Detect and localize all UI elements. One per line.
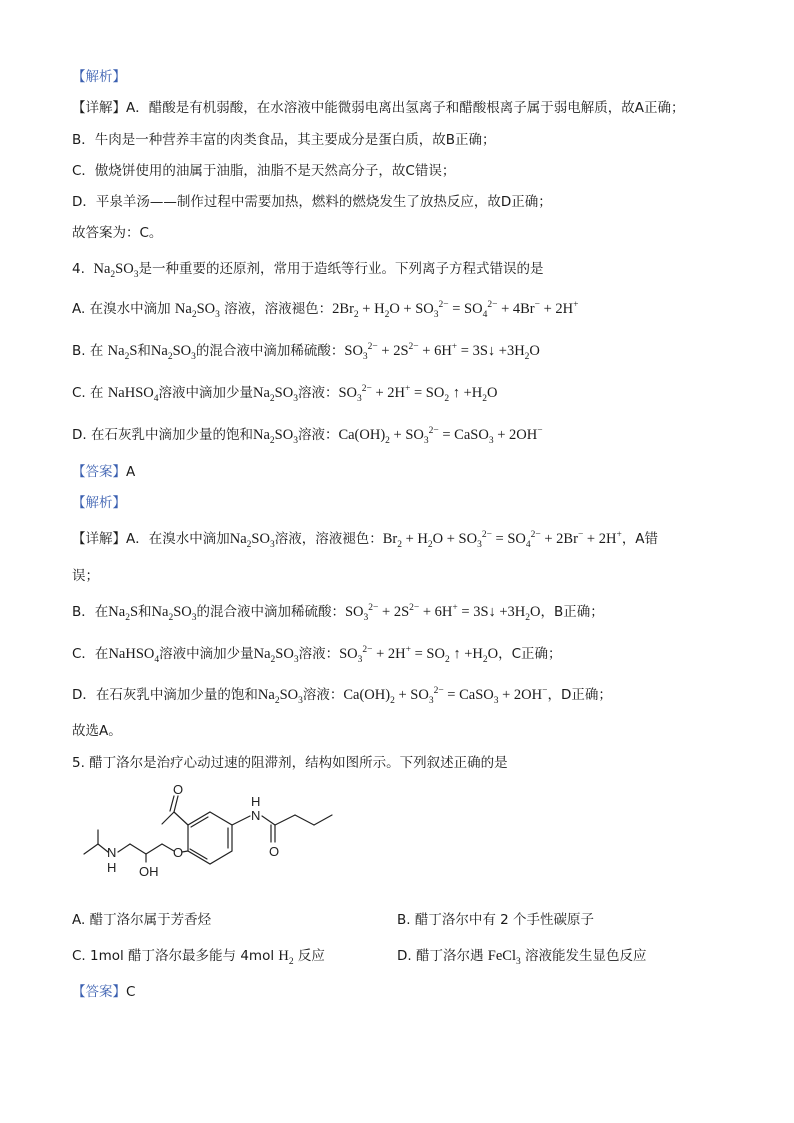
amide-o-label: O <box>269 844 280 859</box>
q4-option-b: B. 在 $Na_2S$和$Na_2SO_3$的混合液中滴加稀硫酸：$SO_3^{2-} + 2S^{2-} + 6H^+$ = 3S↓ $+3H_2O$ <box>72 342 540 362</box>
q4-detail-d: D．在石灰乳中滴加少量的饱和$Na_2SO_3$溶液：$Ca(OH)_2 + SO_3^{2-}$ = CaSO$_3$ + 2OH−，D正确； <box>72 686 612 706</box>
amide-n-label: N <box>251 808 261 823</box>
q3-detail-b: B．牛肉是一种营养丰富的肉类食品，其主要成分是蛋白质，故B正确； <box>72 132 496 148</box>
q4-option-a: A. 在溴水中滴加 $Na_2SO_3$ 溶液，溶液褪色：$2Br_2 + H_2O + SO_3^{2-} = SO_4^{2-} + 4Br^- + 2H^+$ <box>72 300 579 320</box>
q4-detail-a: 【详解】A．在溴水中滴加$Na_2SO_3$溶液，溶液褪色：$Br_2 + H_2O + SO_3^{2-} = SO_4^{2-} + 2Br^- + 2H^+$，A错 <box>72 530 659 550</box>
q4-analysis-tag: 【解析】 <box>72 495 126 511</box>
q5-option-c: C. 1mol 醋丁洛尔最多能与 4mol $H_2$ 反应 <box>72 948 325 967</box>
q3-detail-a: 【详解】A．醋酸是有机弱酸，在水溶液中能微弱电离出氢离子和醋酸根离子属于弱电解质，故A正确； <box>72 100 685 116</box>
amine-n-label: N <box>107 845 117 860</box>
q4-detail-c: C．在NaHSO$_4$溶液中滴加少量$Na_2SO_3$溶液：$SO_3^{2-} + 2H^+ = SO_2$ ↑ $+H_2O$，C正确； <box>72 645 562 665</box>
hydroxyl-label: OH <box>139 864 159 879</box>
carbonyl-o-label: O <box>173 782 184 797</box>
detail-tag: 【详解】 <box>72 100 126 116</box>
q4-answer: 【答案】A <box>72 464 136 480</box>
q4-option-d: D. 在石灰乳中滴加少量的饱和$Na_2SO_3$溶液：$Ca(OH)_2 + SO_3^{2-}$ = CaSO$_3$ + 2OH− <box>72 426 543 446</box>
q4-option-c: C. 在 NaHSO$_4$溶液中滴加少量$Na_2SO_3$溶液：$SO_3^{2-} + 2H^+ = SO_2$ ↑ $+H_2O$ <box>72 384 498 404</box>
q5-option-b: B. 醋丁洛尔中有 2 个手性碳原子 <box>397 912 595 928</box>
amine-h-label: H <box>107 860 117 875</box>
q4-conclusion: 故选A。 <box>72 723 122 739</box>
amide-h-label: H <box>251 794 261 809</box>
q4-detail-a-wrap: 误； <box>72 568 99 584</box>
benzene-ring <box>188 812 232 864</box>
q5-stem: 5. 醋丁洛尔是治疗心动过速的阻滞剂，结构如图所示。下列叙述正确的是 <box>72 755 508 771</box>
q5-answer: 【答案】C <box>72 984 136 1000</box>
q3-detail-d: D．平泉羊汤——制作过程中需要加热，燃料的燃烧发生了放热反应，故D正确； <box>72 194 552 210</box>
acebutolol-structure <box>70 782 340 894</box>
q4-stem: 4. $Na_2SO_3$是一种重要的还原剂，常用于造纸等行业。下列离子方程式错误的是 <box>72 261 544 280</box>
analysis-tag: 【解析】 <box>72 69 126 85</box>
q5-option-a: A. 醋丁洛尔属于芳香烃 <box>72 912 212 928</box>
q3-detail-c: C．傲烧饼使用的油属于油脂，油脂不是天然高分子，故C错误； <box>72 163 456 179</box>
q3-conclusion: 故答案为：C。 <box>72 225 163 241</box>
q4-detail-b: B．在$Na_2S$和$Na_2SO_3$的混合液中滴加稀硫酸：$SO_3^{2-} + 2S^{2-} + 6H^+$ = 3S↓ $+3H_2O$，B正确； <box>72 603 604 623</box>
ether-o-label: O <box>173 845 184 860</box>
q5-option-d: D. 醋丁洛尔遇 FeCl$_3$ 溶液能发生显色反应 <box>397 948 647 967</box>
